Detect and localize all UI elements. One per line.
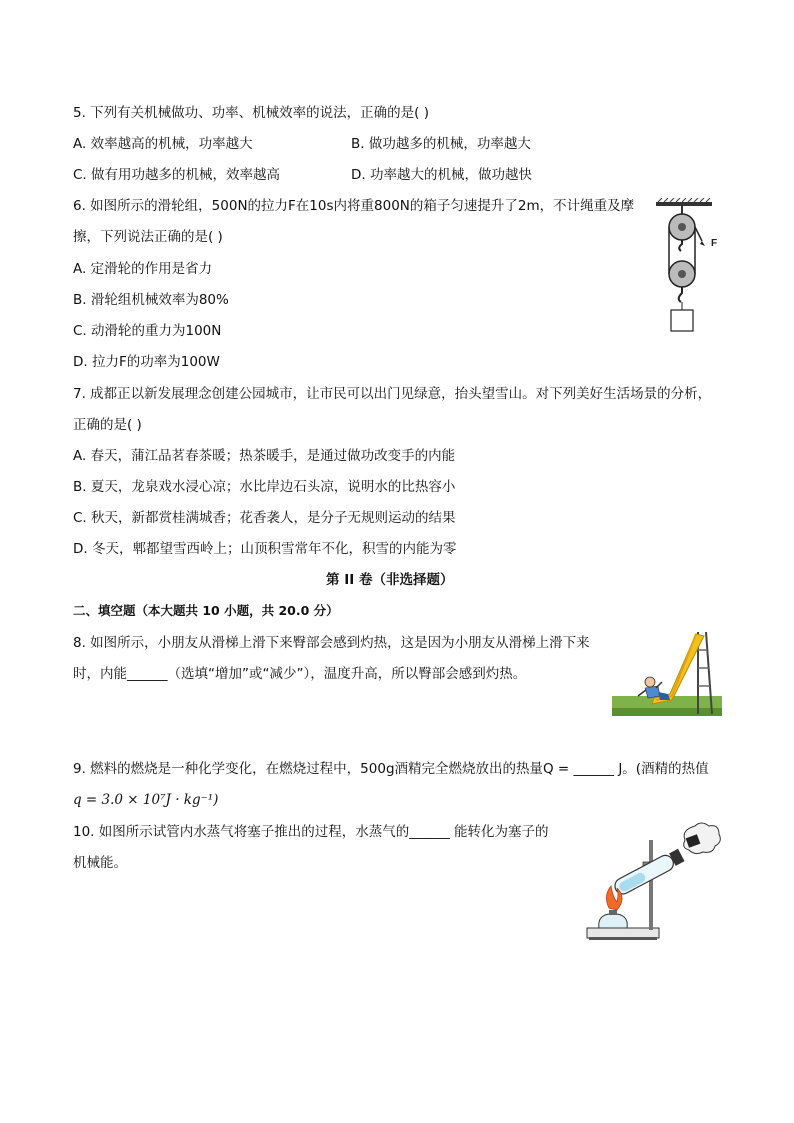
section-title: 第 II 卷（非选择题） xyxy=(326,572,454,588)
child xyxy=(645,677,655,687)
q7-option-c: C. 秋天，新都赏桂满城香；花香袭人，是分子无规则运动的结果 xyxy=(73,510,456,526)
q9-stem-line1: 9. 燃料的燃烧是一种化学变化，在燃烧过程中，500g酒精完全燃烧放出的热量Q = ______ J。(酒精的热值 xyxy=(73,761,709,777)
q7-option-a: A. 春天，蒲江品茗春茶暖；热茶暖手，是通过做功改变手的内能 xyxy=(73,448,456,464)
stand-rod xyxy=(649,840,653,930)
q5-option-c: C. 做有用功越多的机械，效率越高 xyxy=(73,167,281,183)
q7-stem-line2: 正确的是( ) xyxy=(73,417,142,433)
q5-stem: 5. 下列有关机械做功、功率、机械效率的说法，正确的是( ) xyxy=(73,105,429,121)
alcohol-lamp xyxy=(599,914,628,928)
q6-option-b: B. 滑轮组机械效率为80% xyxy=(73,292,229,308)
slide-figure xyxy=(612,630,722,718)
q7-stem-line1: 7. 成都正以新发展理念创建公园城市，让市民可以出门见绿意，抬头望雪山。对下列美好生活场景的分析， xyxy=(73,386,712,402)
q7-option-d: D. 冬天，郫都望雪西岭上；山顶积雪常年不化，积雪的内能为零 xyxy=(73,541,457,557)
q8-stem-line1: 8. 如图所示，小朋友从滑梯上滑下来臀部会感到灼热，这是因为小朋友从滑梯上滑下来 xyxy=(73,635,590,651)
q6-stem-line2: 擦，下列说法正确的是( ) xyxy=(73,229,223,245)
section-subtitle: 二、填空题（本大题共 10 小题，共 20.0 分） xyxy=(73,603,339,618)
q10-stem-line2: 机械能。 xyxy=(73,855,127,871)
test-tube-figure xyxy=(583,822,723,942)
q5-option-a: A. 效率越高的机械，功率越大 xyxy=(73,136,253,152)
load-box xyxy=(671,310,693,331)
q5-option-b: B. 做功越多的机械，功率越大 xyxy=(351,136,531,152)
ceiling-beam xyxy=(656,202,712,206)
q6-option-d: D. 拉力F的功率为100W xyxy=(73,354,220,370)
q6-option-a: A. 定滑轮的作用是省力 xyxy=(73,261,213,277)
stand-base xyxy=(587,928,659,938)
q7-option-b: B. 夏天，龙泉戏水浸心凉；水比岸边石头凉，说明水的比热容小 xyxy=(73,479,456,495)
q10-stem-line1: 10. 如图所示试管内水蒸气将塞子推出的过程，水蒸气的______ 能转化为塞子的 xyxy=(73,824,549,840)
force-label: F xyxy=(711,238,718,249)
q6-option-c: C. 动滑轮的重力为100N xyxy=(73,323,222,339)
pulley-system-figure xyxy=(650,198,726,334)
q5-option-d: D. 功率越大的机械，做功越快 xyxy=(351,167,532,183)
q9-stem-line2: q = 3.0 × 10⁷J · kg⁻¹) xyxy=(73,792,219,808)
q6-stem-line1: 6. 如图所示的滑轮组，500N的拉力F在10s内将重800N的箱子匀速提升了2m，不计绳重及摩 xyxy=(73,198,635,214)
q8-stem-line2: 时，内能______（选填“增加”或“减少”），温度升高，所以臀部会感到灼热。 xyxy=(73,666,527,682)
